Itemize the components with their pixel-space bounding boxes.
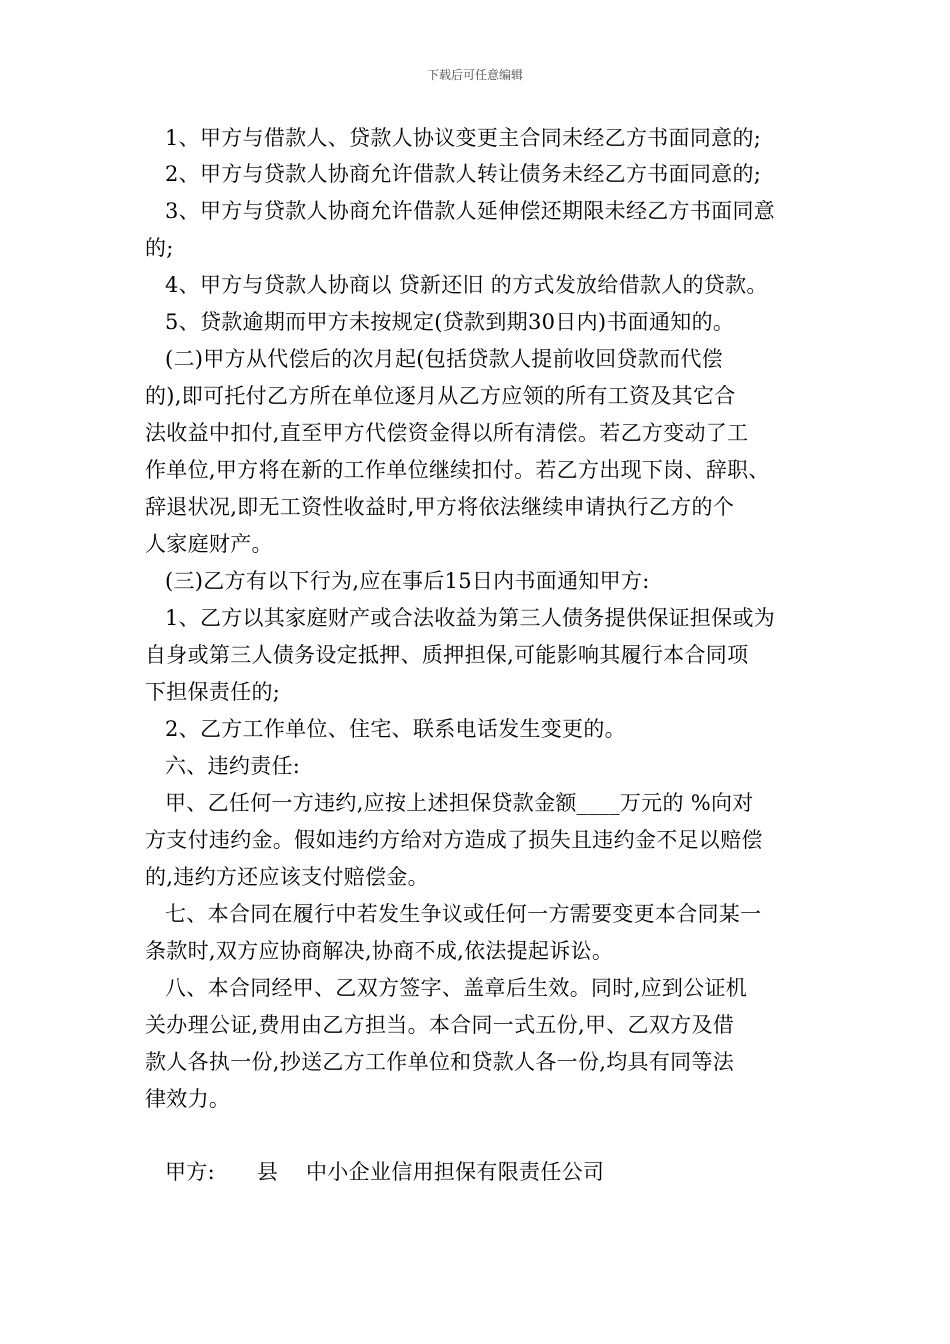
text-line: 4、甲方与贷款人协商以 贷新还旧 的方式发放给借款人的贷款。 [165,273,768,297]
text-line: 的,违约方还应该支付赔偿金。 [145,865,429,889]
text-line: 六、违约责任: [165,754,301,778]
text-line: 甲、乙任何一方违约,应按上述担保贷款金额____万元的 %向对 [165,791,754,815]
text-line: 七、本合同在履行中若发生争议或任何一方需要变更本合同某一 [165,902,762,926]
text-line: 方支付违约金。假如违约方给对方造成了损失且违约金不足以赔偿 [145,828,763,852]
text-line: 律效力。 [145,1087,231,1111]
text-line: 作单位,甲方将在新的工作单位继续扣付。若乙方出现下岗、辞职、 [145,458,770,482]
text-line: 辞退状况,即无工资性收益时,甲方将依法继续申请执行乙方的个 [145,495,735,519]
party-a-signature-line: 甲方: 县 中小企业信用担保有限责任公司 [165,1160,605,1184]
text-line: (三)乙方有以下行为,应在事后15日内书面通知甲方: [165,569,650,593]
text-line: 5、贷款逾期而甲方未按规定(贷款到期30日内)书面通知的。 [165,310,735,334]
page-header: 下载后可任意编辑 [426,68,523,82]
text-line: 下担保责任的; [145,680,281,704]
text-line: 自身或第三人债务设定抵押、质押担保,可能影响其履行本合同项 [145,643,749,667]
text-line: 条款时,双方应协商解决,协商不成,依法提起诉讼。 [145,939,614,963]
text-line: 法收益中扣付,直至甲方代偿资金得以所有清偿。若乙方变动了工 [145,421,749,445]
text-line: 3、甲方与贷款人协商允许借款人延伸偿还期限未经乙方书面同意 [165,199,776,223]
text-line: 2、乙方工作单位、住宅、联系电话发生变更的。 [165,717,626,741]
text-line: (二)甲方从代偿后的次月起(包括贷款人提前收回贷款而代偿 [165,347,723,371]
text-line: 1、甲方与借款人、贷款人协议变更主合同未经乙方书面同意的; [165,126,762,150]
text-line: 款人各执一份,抄送乙方工作单位和贷款人各一份,均具有同等法 [145,1050,735,1074]
text-line: 八、本合同经甲、乙双方签字、盖章后生效。同时,应到公证机 [165,976,748,1000]
text-line: 的; [145,236,174,260]
text-line: 关办理公证,费用由乙方担当。本合同一式五份,甲、乙双方及借 [145,1013,735,1037]
text-line: 2、甲方与贷款人协商允许借款人转让债务未经乙方书面同意的; [165,162,762,186]
text-line: 1、乙方以其家庭财产或合法收益为第三人债务提供保证担保或为 [165,606,776,630]
text-line: 的),即可托付乙方所在单位逐月从乙方应领的所有工资及其它合 [145,384,736,408]
text-line: 人家庭财产。 [145,532,273,556]
